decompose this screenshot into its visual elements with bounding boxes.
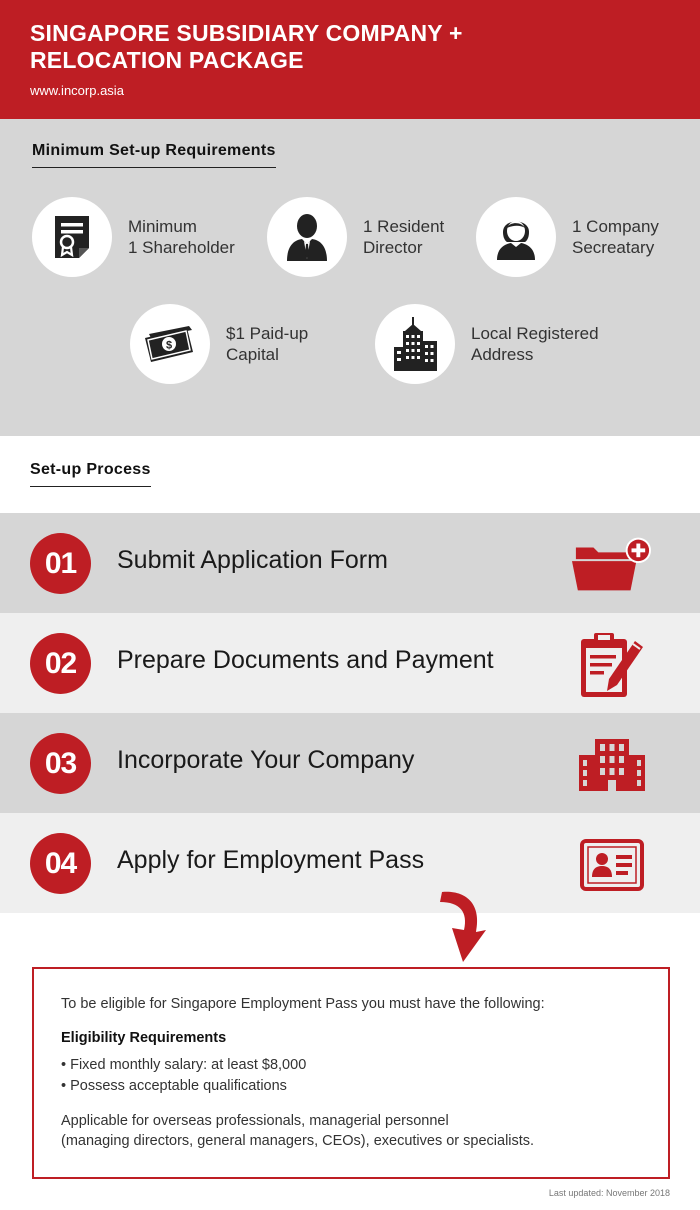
step-label: Submit Application Form — [117, 546, 388, 574]
folder-add-icon — [572, 537, 652, 593]
step-number: 03 — [30, 733, 91, 794]
requirements-section — [0, 119, 700, 436]
requirements-title: Minimum Set-up Requirements — [32, 142, 276, 168]
requirement-label-line2: Capital — [226, 345, 279, 364]
list-item: • Possess acceptable qualifications — [61, 1078, 287, 1094]
process-step — [0, 713, 700, 813]
requirement-label-line1: Local Registered — [471, 324, 599, 343]
last-updated: Last updated: November 2018 — [548, 1188, 670, 1198]
step-label: Apply for Employment Pass — [117, 846, 425, 874]
requirement-label-line2: 1 Shareholder — [128, 238, 235, 257]
list-item: • Fixed monthly salary: at least $8,000 — [61, 1057, 307, 1073]
svg-text:$: $ — [165, 339, 173, 352]
process-step — [0, 613, 700, 713]
requirement-label-line2: Address — [471, 345, 534, 364]
eligibility-note-line1: Applicable for overseas professionals, managerial personnel — [61, 1113, 449, 1129]
step-number: 01 — [30, 533, 91, 594]
director-icon — [285, 213, 329, 261]
process-step — [0, 813, 700, 913]
requirement-shareholder — [32, 197, 235, 277]
requirement-label-line1: 1 Resident — [363, 217, 445, 236]
requirement-label-line1: 1 Company — [572, 217, 659, 236]
requirement-label-line2: Secreatary — [572, 238, 655, 257]
eligibility-list — [61, 1055, 306, 1097]
id-card-icon — [580, 839, 644, 891]
eligibility-box — [32, 967, 670, 1179]
title-line-1: SINGAPORE SUBSIDIARY COMPANY + — [30, 20, 463, 46]
header-banner — [0, 0, 700, 119]
process-header — [0, 436, 700, 513]
requirement-label-line2: Director — [363, 238, 423, 257]
step-label: Prepare Documents and Payment — [117, 646, 494, 674]
process-step — [0, 513, 700, 613]
office-building-icon — [579, 739, 645, 791]
requirement-secretary — [476, 197, 659, 277]
building-icon — [392, 317, 438, 371]
clipboard-pen-icon — [579, 631, 645, 699]
requirement-director — [267, 197, 444, 277]
process-title: Set-up Process — [30, 461, 151, 487]
eligibility-note — [61, 1111, 651, 1151]
requirement-capital — [130, 304, 308, 384]
secretary-icon — [495, 214, 537, 260]
requirement-address — [375, 304, 599, 384]
eligibility-note-line2: (managing directors, general managers, CEOs), executives or specialists. — [61, 1133, 535, 1149]
step-number: 02 — [30, 633, 91, 694]
money-icon — [143, 324, 197, 364]
title-line-2: RELOCATION PACKAGE — [30, 47, 304, 73]
certificate-icon — [52, 214, 92, 260]
eligibility-intro: To be eligible for Singapore Employment Pass you must have the following: — [61, 996, 545, 1012]
step-number: 04 — [30, 833, 91, 894]
arrow-down-icon — [430, 884, 494, 966]
step-label: Incorporate Your Company — [117, 746, 415, 774]
page-title — [30, 20, 463, 74]
requirement-label-line1: Minimum — [128, 217, 197, 236]
website-link[interactable]: www.incorp.asia — [30, 83, 124, 98]
requirement-label-line1: $1 Paid-up — [226, 324, 309, 343]
eligibility-heading: Eligibility Requirements — [61, 1030, 227, 1046]
